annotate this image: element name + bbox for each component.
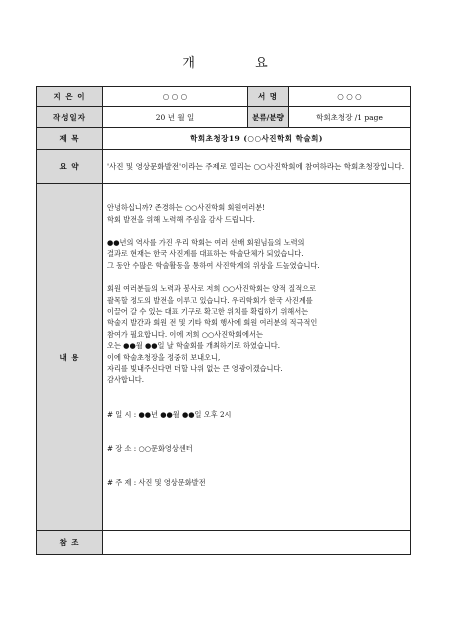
greeting-paragraph: 안녕하십니까? 존경하는 ○○사진학회 회원여러분! 학회 발전을 위해 노력해 주심을 감사 드립니다.	[107, 203, 266, 224]
reference-row	[37, 531, 411, 555]
writer-value: ○ ○ ○	[103, 87, 248, 107]
date-row	[37, 107, 411, 128]
date-value: 20 년 월 일	[103, 107, 248, 128]
summary-row	[37, 150, 411, 184]
reference-value	[103, 531, 411, 555]
page-title: 개 요	[182, 56, 296, 71]
category-label: 분류/분량	[248, 107, 289, 128]
writer-label: 지 은 이	[37, 87, 103, 107]
subject-value: 학회초청장19 (○○사진학회 학술회)	[103, 128, 411, 150]
signature-value: ○ ○ ○	[289, 87, 411, 107]
event-topic-line: # 주 제 : 사진 및 영상문화발전	[107, 477, 206, 487]
event-date-line: # 일 시 : ●●년 ●●월 ●●일 오후 2시	[107, 409, 232, 419]
invitation-paragraph: 회원 여러분들의 노력과 봉사로 저희 ○○사진학회는 양적 질적으로 괄목할 정도의 발전을 이루고 있습니다. 우리학회가 한국 사진계를 이끌어 갈 수 있는 대표 기구로 확고한 위치를 확립하기 위해서는 학술지 발간과 회원 전 및 기타 학회 행사에 회원 여러분의 적극적인 참여가 필요합니다. 이에 저희 ○○사진학회에서는 오는 ●●월 ●●일 날 학술회를 개최하기로 하였습니다. 이에 학술초청장을 정중히 보내오니, 자리를 빛내주신다면 더할 나위 없는 큰 영광이겠습니다. 감사합니다.	[107, 284, 318, 385]
writer-row	[37, 87, 411, 107]
content-label: 내 용	[37, 184, 103, 531]
date-label: 작성일자	[37, 107, 103, 128]
event-place-line: # 장 소 : ○○문화영상센터	[107, 443, 193, 453]
category-value: 학회초청장 /1 page	[289, 107, 411, 128]
content-body	[103, 184, 411, 531]
content-row	[37, 184, 411, 531]
history-paragraph: ●●년의 역사를 가진 우리 학회는 여러 선배 회원님들의 노력의 결과로 현재는 한국 사진계를 대표하는 학술단체가 되었습니다. 그 동안 수많은 학술활동을 통하여 사진학계의 위상을 드높였습니다.	[107, 237, 320, 270]
summary-value: '사진 및 영상문화발전'이라는 주제로 열리는 ○○사진학회에 참여하라는 학회초청장입니다.	[103, 150, 411, 184]
summary-label: 요 약	[37, 150, 103, 184]
subject-label: 제 목	[37, 128, 103, 150]
summary-form-table	[36, 86, 411, 555]
reference-label: 참 조	[37, 531, 103, 555]
subject-row	[37, 128, 411, 150]
signature-label: 서 명	[248, 87, 289, 107]
